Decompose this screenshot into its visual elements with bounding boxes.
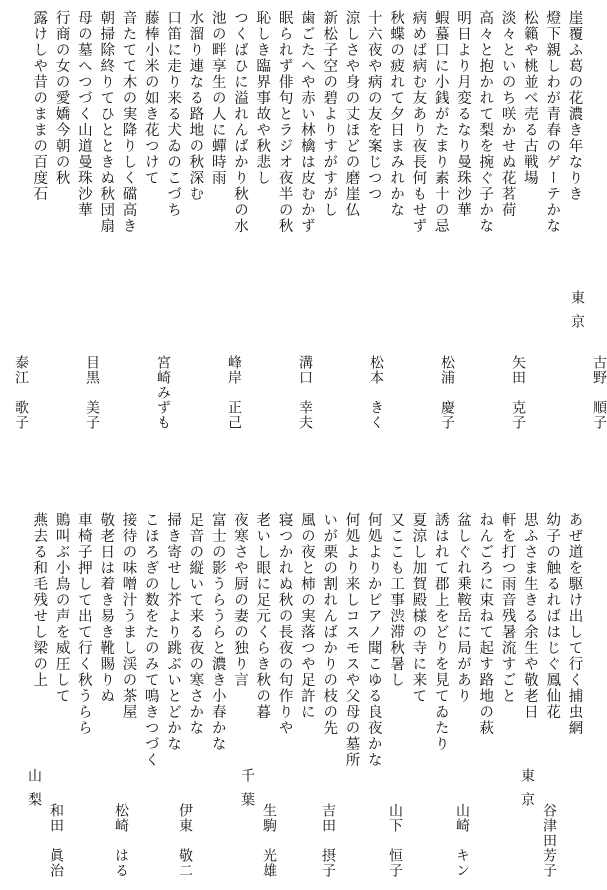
author-name: 松崎 はる xyxy=(113,803,129,878)
author-name: 峰岸 正己 xyxy=(226,355,242,430)
haiku-line: つくばひに溢れんばかり秋の水 xyxy=(232,10,248,234)
author-prefecture: 山梨 xyxy=(26,768,42,816)
haiku-line: 敬老日は着き易き靴賜りぬ xyxy=(98,512,115,704)
author-name: 矢田 克子 xyxy=(510,355,526,430)
haiku-line: 誘はれて郡上をどりを見てゐたり xyxy=(432,512,449,752)
haiku-line: 秋蝶の疲れて夕日まみれかな xyxy=(388,10,405,218)
haiku-line: 老いし眼に足元くらき秋の暮 xyxy=(254,512,271,720)
haiku-line: 松籟や桃並べ売る古戦場 xyxy=(521,10,538,186)
author-name: 松浦 慶子 xyxy=(439,355,455,430)
haiku-line: 軒を打つ雨音残暑流すごと xyxy=(499,512,516,704)
haiku-line: 恥しき臨界事故や秋悲し xyxy=(254,10,271,186)
author-name: 生駒 光雄 xyxy=(261,803,277,878)
haiku-line: 盆しぐれ乗鞍岳に局があり xyxy=(455,512,471,704)
haiku-line: 思ふさま生きる余生や敬老日 xyxy=(521,512,538,720)
haiku-line: 露けしや昔のままの百度石 xyxy=(31,10,48,202)
author-name: 和田 眞治 xyxy=(48,803,64,878)
author-name: 目黒 美子 xyxy=(84,355,100,430)
haiku-line: 藤棒小米の如き花つけて xyxy=(142,10,159,186)
haiku-line: 池の畔享生の人に蟬時雨 xyxy=(209,10,226,186)
author-name: 松本 きく xyxy=(368,355,384,430)
haiku-line: 母の墓へつづく山道曼珠沙華 xyxy=(75,10,92,218)
haiku-line: 歯ごたへや赤い林檎は皮むかず xyxy=(298,10,315,234)
haiku-line: 風の夜と柿の実落つや足許に xyxy=(298,512,315,720)
haiku-line: 淡々といのち咲かせぬ花茗荷 xyxy=(499,10,516,218)
haiku-line: ねんごろに束ねて起す路地の萩 xyxy=(477,512,494,736)
haiku-line: 燈下親しわが青春のゲーテかな xyxy=(544,10,561,234)
haiku-line: 高々と抱かれて梨を捥ぐ子かな xyxy=(477,10,494,234)
haiku-line: 眠られず俳句とラジオ夜半の秋 xyxy=(276,10,293,234)
haiku-line: 夜寒さや厨の妻の独り言 xyxy=(232,512,248,688)
haiku-line: 寝つかれぬ秋の長夜の句作りや xyxy=(276,512,293,736)
haiku-line: 夏涼し加賀殿様の寺に来て xyxy=(410,512,427,704)
haiku-line: 何処より来しコスモスや父母の墓所 xyxy=(343,512,360,768)
haiku-line: 音たてて木の実降りしく礑高き xyxy=(120,10,137,234)
author-name: 山崎 キン xyxy=(454,803,470,878)
author-prefecture: 東京 xyxy=(569,290,585,338)
haiku-line: 掃き寄せし芥より跳ぶいとどかな xyxy=(165,512,182,752)
haiku-line: 病めば病む友あり夜長何もせず xyxy=(410,10,427,234)
author-name: 古野 順子 xyxy=(591,355,607,430)
author-name: 泰江 歌子 xyxy=(13,355,29,430)
haiku-line: いが栗の割れんばかりの枝の先 xyxy=(321,512,338,736)
haiku-line: こほろぎの数をたのみて鳴きつづく xyxy=(142,512,159,768)
author-prefecture: 千葉 xyxy=(239,768,255,816)
haiku-line: 明日より月変るなり曼珠沙華 xyxy=(455,10,471,218)
haiku-line: 口笛に走り来る犬ゐのこづち xyxy=(165,10,182,218)
author-name: 谷津田芳子 xyxy=(541,803,557,878)
haiku-line: 燕去る和毛残せし梁の上 xyxy=(31,512,48,688)
haiku-line: 十六夜や病の友を案じつつ xyxy=(365,10,382,202)
haiku-line: 又ここも工事渋滞秋暑し xyxy=(388,512,405,688)
author-name: 溝口 幸夫 xyxy=(297,355,313,430)
haiku-line: 行商の女の愛嬌今朝の秋 xyxy=(53,10,70,186)
haiku-line: 鵙叫ぶ小鳥の声を威圧して xyxy=(53,512,70,704)
author-name: 山下 恒子 xyxy=(387,803,403,878)
haiku-line: 接待の味噌汁うまし渓の茶屋 xyxy=(120,512,137,720)
haiku-line: 新松子空の碧よりすがすがし xyxy=(321,10,338,218)
haiku-line: 崖覆ふ葛の花濃き年なりき xyxy=(566,10,583,202)
haiku-line: 涼しさや身の丈ほどの磨崖仏 xyxy=(343,10,360,218)
haiku-line: 足音の縦いて来る夜の寒さかな xyxy=(187,512,204,736)
haiku-line: 何処よりかピアノ聞こゆる良夜かな xyxy=(365,512,382,768)
author-name: 宮崎みずも xyxy=(155,355,171,430)
haiku-line: 蝦蟇口に小銭がたまり素十の忌 xyxy=(432,10,449,234)
haiku-line: 朝掃除終りてひとときぬ秋団扇 xyxy=(98,10,115,234)
haiku-line: 幼子の触るればはじぐ鳳仙花 xyxy=(544,512,561,720)
author-prefecture: 東京 xyxy=(519,768,535,816)
author-name: 吉田 摂子 xyxy=(320,803,336,878)
haiku-line: 富士の影うらうらと濃き小春かな xyxy=(209,512,226,752)
haiku-line: あぜ道を駆け出して行く捕虫網 xyxy=(566,512,583,736)
haiku-line: 車椅子押して出て行く秋うらら xyxy=(75,512,92,736)
author-name: 伊東 敬二 xyxy=(177,803,193,878)
haiku-line: 水溜り連なる路地の秋深む xyxy=(187,10,204,202)
